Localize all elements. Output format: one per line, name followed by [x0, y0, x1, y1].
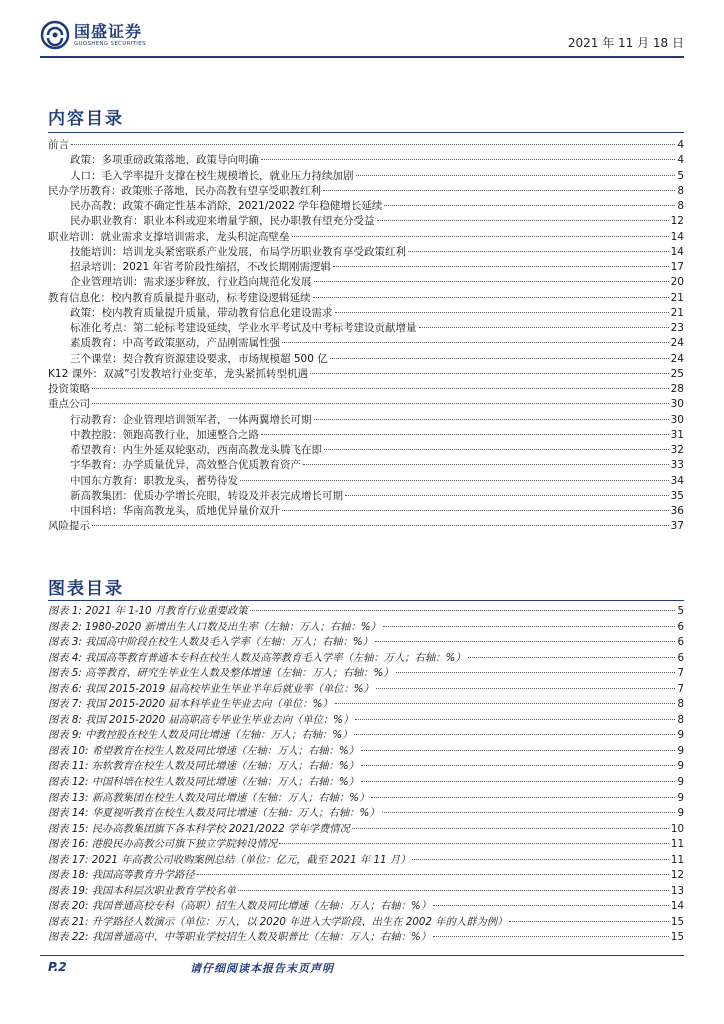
- toc-entry[interactable]: [48, 336, 684, 351]
- toc-leader-dots: [240, 480, 669, 481]
- chart-leader-dots: [383, 626, 676, 627]
- toc-entry-title: 三个课堂：契合教育资源建设要求，市场规模超 500 亿: [70, 352, 328, 365]
- toc-entry-page: 33: [670, 459, 684, 472]
- disclaimer: 请仔细阅读本报告末页声明: [190, 962, 334, 975]
- toc-entry-title: 重点公司: [48, 398, 90, 411]
- toc-entry-page: 36: [670, 505, 684, 517]
- table-of-contents: [48, 138, 684, 535]
- chart-entry-title: 中教控股在校生人数及同比增速（左轴：万人；右轴：%）: [85, 729, 353, 742]
- toc-entry-page: 32: [670, 444, 684, 456]
- toc-entry[interactable]: [48, 352, 684, 367]
- chart-entry-page: 5: [677, 605, 684, 617]
- chart-list-entry[interactable]: [48, 868, 684, 884]
- toc-entry-title: 人口：毛入学率提升支撑在校生规模增长，就业压力持续加剧: [70, 169, 354, 182]
- toc-leader-dots: [92, 525, 669, 526]
- header-divider: [40, 56, 684, 58]
- chart-entry-title: 我国本科层次职业教育学校名单: [91, 884, 236, 897]
- toc-title-divider: [48, 132, 684, 133]
- chart-leader-dots: [238, 890, 669, 891]
- chart-entry-title: 我国普通高校专科（高职）招生人数及同比增速（左轴：万人；右轴：%）: [91, 900, 432, 913]
- chart-entry-page: 9: [677, 776, 684, 789]
- toc-entry-page: 12: [670, 215, 684, 228]
- toc-entry-title: 民办高教：政策不确定性基本消除，2021/2022 学年稳健增长延续: [70, 200, 383, 212]
- chart-entry-title: 港股民办高教公司旗下独立学院转设情况: [91, 838, 278, 851]
- toc-leader-dots: [303, 464, 669, 465]
- toc-entry-page: 35: [670, 489, 684, 502]
- toc-entry-page: 30: [670, 398, 684, 411]
- chart-entry-title: 2021 年 1-10 月教育行业重要政策: [85, 605, 248, 617]
- toc-leader-dots: [282, 342, 669, 343]
- chart-entry-page: 8: [677, 698, 684, 711]
- toc-leader-dots: [310, 373, 669, 374]
- chart-list-entry[interactable]: [48, 713, 684, 729]
- chart-entry-title: 我国 2015-2020 届本科毕业生毕业去向（单位：%）: [85, 698, 333, 711]
- toc-entry-title: 希望教育：内生外延双轮驱动，西南高教龙头腾飞在即: [70, 444, 322, 456]
- toc-entry[interactable]: [48, 367, 684, 382]
- chart-entry-title: 高等教育、研究生毕业生人数及整体增速（左轴：万人；右轴：%）: [85, 667, 394, 680]
- chart-entry-page: 10: [670, 822, 684, 835]
- toc-entry-title: 企业管理培训：需求逐步释放，行业趋向规范化发展: [70, 276, 312, 289]
- chart-leader-dots: [335, 703, 676, 704]
- chart-entry-label: 图表 10:: [48, 744, 89, 757]
- toc-entry-title: 政策：多项重磅政策落地，政策导向明确: [70, 154, 259, 167]
- chart-list-entry[interactable]: [48, 930, 684, 946]
- toc-entry-title: 中国东方教育：职教龙头，蓄势待发: [70, 474, 238, 487]
- chart-list-entry[interactable]: [48, 728, 684, 744]
- toc-entry[interactable]: [48, 214, 684, 229]
- toc-entry-title: 宇华教育：办学质量优异，高效整合优质教育资产: [70, 459, 301, 472]
- chart-entry-page: 9: [677, 729, 684, 742]
- toc-entry-title: 政策：校内教育质量提升质量，带动教育信息化建设需求: [70, 306, 333, 319]
- chart-entry-title: 我国 2015-2019 届高校毕业生毕业半年后就业率（单位：%）: [85, 682, 374, 695]
- toc-entry-title: 民办职业教育：职业本科或迎来增量学额，民办职教有望充分受益: [70, 215, 375, 228]
- chart-entry-page: 12: [670, 869, 684, 882]
- chart-entry-title: 我国高中阶段在校生人数及毛入学率（左轴：万人；右轴：%）: [85, 636, 373, 649]
- toc-leader-dots: [292, 236, 669, 237]
- toc-entry-title: 技能培训：培训龙头紧密联系产业发展，布局学历职业教育享受政策红利: [70, 245, 406, 258]
- chart-leader-dots: [279, 843, 669, 844]
- chart-entry-label: 图表 19:: [48, 884, 89, 897]
- toc-entry[interactable]: [48, 260, 684, 275]
- chart-entry-page: 11: [670, 838, 684, 851]
- toc-entry-title: 行动教育：企业管理培训领军者，一体两翼增长可期: [70, 413, 312, 426]
- toc-leader-dots: [408, 251, 669, 252]
- chart-entry-page: 9: [677, 760, 684, 773]
- toc-entry-page: 37: [670, 520, 684, 533]
- report-date: 2021 年 11 月 18 日: [567, 36, 684, 50]
- chart-list-entry[interactable]: [48, 666, 684, 682]
- toc-leader-dots: [324, 449, 669, 450]
- brand-logo: [40, 20, 146, 50]
- chart-list-entry[interactable]: [48, 775, 684, 791]
- toc-leader-dots: [261, 434, 669, 435]
- chart-entry-title: 新高教集团在校生人数及同比增速（左轴：万人；右轴：%）: [91, 791, 370, 804]
- toc-entry-title: 风险提示: [48, 520, 90, 533]
- toc-entry-title: 招录培训：2021 年省考阶段性缩招，不改长期刚需逻辑: [70, 261, 332, 273]
- chart-entry-page: 6: [677, 636, 684, 649]
- toc-leader-dots: [314, 281, 669, 282]
- toc-entry-page: 17: [670, 261, 684, 273]
- toc-leader-dots: [313, 297, 669, 298]
- chart-list-entry[interactable]: [48, 651, 684, 667]
- toc-entry[interactable]: [48, 153, 684, 168]
- chart-list-entry[interactable]: [48, 899, 684, 915]
- toc-entry[interactable]: [48, 291, 684, 306]
- chart-entry-title: 华夏视听教育在校生人数及同比增速（左轴：万人；右轴：%）: [91, 807, 380, 820]
- toc-entry[interactable]: [48, 169, 684, 184]
- chart-entry-label: 图表 16:: [48, 838, 89, 851]
- chart-entry-page: 14: [670, 900, 684, 913]
- chart-list-entry[interactable]: [48, 697, 684, 713]
- chart-leader-dots: [375, 641, 675, 642]
- chart-list-entry[interactable]: [48, 744, 684, 760]
- chart-list-entry[interactable]: [48, 806, 684, 822]
- toc-entry[interactable]: [48, 382, 684, 397]
- chart-entry-page: 9: [677, 744, 684, 757]
- toc-leader-dots: [282, 510, 669, 511]
- toc-leader-dots: [92, 403, 669, 404]
- chart-list-entry[interactable]: [48, 791, 684, 807]
- chart-entry-label: 图表 20:: [48, 900, 89, 913]
- chart-list-entry[interactable]: [48, 635, 684, 651]
- chart-leader-dots: [371, 797, 675, 798]
- chart-list-title: 图表目录: [48, 579, 124, 599]
- toc-entry[interactable]: [48, 458, 684, 473]
- toc-leader-dots: [71, 144, 675, 145]
- chart-entry-page: 8: [677, 713, 684, 726]
- chart-leader-dots: [355, 719, 675, 720]
- chart-entry-label: 图表 13:: [48, 791, 89, 804]
- toc-leader-dots: [330, 358, 669, 359]
- chart-entry-page: 15: [670, 931, 684, 944]
- chart-entry-label: 图表 17:: [48, 853, 89, 866]
- toc-entry-page: 31: [670, 428, 684, 441]
- logo-name-cn: 国盛证券: [74, 21, 143, 41]
- chart-entry-label: 图表 21:: [48, 915, 89, 928]
- toc-entry-title: 标准化考点：第二轮标考建设延续，学业水平考试及中考标考建设贡献增量: [70, 322, 417, 334]
- toc-entry-title: 素质教育：中高考政策驱动，产品刚需属性强: [70, 337, 280, 350]
- toc-title: 内容目录: [48, 109, 124, 129]
- chart-entry-label: 图表 7:: [48, 698, 82, 711]
- toc-entry-page: 23: [670, 322, 684, 334]
- toc-entry[interactable]: [48, 519, 684, 534]
- toc-entry-page: 8: [677, 200, 684, 212]
- toc-entry-page: 24: [670, 337, 684, 350]
- chart-list-entry[interactable]: [48, 853, 684, 869]
- chart-entry-page: 13: [670, 884, 684, 897]
- chart-entry-title: 1980-2020 新增出生人口数及出生率（左轴：万人；右轴：%）: [85, 620, 381, 633]
- chart-entry-title: 中国科培在校生人数及同比增速（左轴：万人；右轴：%）: [91, 776, 359, 789]
- chart-leader-dots: [433, 936, 669, 937]
- toc-leader-dots: [92, 388, 669, 389]
- toc-entry-title: 新高教集团：优质办学增长亮眼，转设及并表完成增长可期: [70, 489, 343, 502]
- chart-leader-dots: [197, 874, 669, 875]
- chart-leader-dots: [412, 859, 668, 860]
- page-header: [40, 18, 684, 58]
- chart-list-entry[interactable]: [48, 915, 684, 931]
- toc-entry-page: 14: [670, 230, 684, 243]
- toc-entry[interactable]: [48, 504, 684, 519]
- toc-entry[interactable]: [48, 397, 684, 412]
- chart-entry-label: 图表 8:: [48, 713, 82, 726]
- toc-entry[interactable]: [48, 245, 684, 260]
- chart-leader-dots: [361, 765, 675, 766]
- toc-entry[interactable]: [48, 199, 684, 214]
- toc-entry-page: 21: [670, 291, 684, 304]
- chart-entry-title: 民办高教集团旗下各本科学校 2021/2022 学年学费情况: [91, 822, 350, 835]
- chart-entry-page: 6: [677, 620, 684, 633]
- chart-leader-dots: [382, 812, 676, 813]
- chart-list-entry[interactable]: [48, 884, 684, 900]
- chart-leader-dots: [361, 750, 675, 751]
- toc-entry-title: 投资策略: [48, 383, 90, 395]
- chart-entry-page: 9: [677, 791, 684, 804]
- chart-entry-page: 7: [677, 682, 684, 695]
- chart-entry-label: 图表 15:: [48, 822, 89, 835]
- chart-leader-dots: [352, 828, 669, 829]
- toc-leader-dots: [261, 159, 675, 160]
- toc-entry-page: 4: [677, 154, 684, 167]
- chart-leader-dots: [468, 657, 676, 658]
- toc-entry-title: 中国科培：华南高教龙头，质地优异量价双升: [70, 505, 280, 517]
- toc-entry[interactable]: [48, 489, 684, 504]
- page-number: P.2: [48, 960, 67, 974]
- chart-leader-dots: [376, 688, 676, 689]
- chart-list-entry[interactable]: [48, 822, 684, 838]
- toc-entry-page: 4: [677, 139, 684, 151]
- chart-entry-page: 9: [677, 807, 684, 820]
- chart-entry-label: 图表 18:: [48, 869, 89, 882]
- chart-entry-title: 我国高等教育普通本专科在校生人数及高等教育毛入学率（左轴：万人；右轴：%）: [85, 651, 466, 664]
- chart-entry-page: 15: [670, 915, 684, 928]
- toc-entry-title: 前言: [48, 139, 69, 151]
- chart-entry-label: 图表 1:: [48, 605, 82, 617]
- toc-leader-dots: [345, 495, 669, 496]
- chart-leader-dots: [361, 781, 675, 782]
- chart-list-entry[interactable]: [48, 604, 684, 620]
- toc-leader-dots: [419, 327, 669, 328]
- chart-list-entry[interactable]: [48, 759, 684, 775]
- toc-entry-page: 25: [670, 367, 684, 380]
- toc-leader-dots: [356, 175, 676, 176]
- chart-list-entry[interactable]: [48, 837, 684, 853]
- chart-entry-label: 图表 2:: [48, 620, 82, 633]
- chart-entry-page: 6: [677, 651, 684, 664]
- chart-entry-label: 图表 11:: [48, 760, 89, 773]
- toc-entry[interactable]: [48, 138, 684, 153]
- toc-entry-page: 5: [677, 169, 684, 182]
- toc-leader-dots: [384, 205, 675, 206]
- chart-entry-label: 图表 3:: [48, 636, 82, 649]
- chart-entry-title: 我国普通高中、中等职业学校招生人数及职普比（左轴：万人；右轴：%）: [91, 931, 432, 944]
- chart-list: [48, 604, 684, 946]
- logo-name-en: GUOSHENG SECURITIES: [74, 40, 146, 47]
- chart-entry-label: 图表 12:: [48, 776, 89, 789]
- toc-entry-page: 34: [670, 474, 684, 487]
- toc-entry-page: 24: [670, 352, 684, 365]
- chart-leader-dots: [509, 921, 669, 922]
- chart-entry-page: 7: [677, 667, 684, 680]
- logo-icon: [40, 20, 70, 50]
- chart-leader-dots: [433, 905, 669, 906]
- chart-leader-dots: [396, 672, 676, 673]
- toc-entry[interactable]: [48, 413, 684, 428]
- toc-leader-dots: [333, 266, 669, 267]
- toc-entry-title: 职业培训：就业需求支撑培训需求，龙头积淀高壁垒: [48, 230, 290, 243]
- toc-entry[interactable]: [48, 428, 684, 443]
- chart-entry-title: 我国 2015-2020 届高职高专毕业生毕业去向（单位：%）: [85, 713, 354, 726]
- chart-entry-label: 图表 6:: [48, 682, 82, 695]
- toc-entry-title: 教育信息化：校内教育质量提升驱动，标考建设逻辑延续: [48, 291, 311, 304]
- toc-entry[interactable]: [48, 443, 684, 458]
- toc-leader-dots: [323, 190, 675, 191]
- toc-entry-page: 20: [670, 276, 684, 289]
- toc-entry[interactable]: [48, 474, 684, 489]
- toc-entry-page: 14: [670, 245, 684, 258]
- toc-entry-title: 民办学历教育：政策账子落地，民办高教有望享受职教红利: [48, 184, 321, 197]
- chart-entry-label: 图表 9:: [48, 729, 82, 742]
- chart-leader-dots: [354, 734, 675, 735]
- toc-entry-title: 中教控股：领跑高教行业，加速整合之路: [70, 428, 259, 441]
- chart-entry-label: 图表 4:: [48, 651, 82, 664]
- chart-list-entry[interactable]: [48, 620, 684, 636]
- toc-entry[interactable]: [48, 230, 684, 245]
- toc-entry-page: 28: [670, 383, 684, 395]
- toc-entry[interactable]: [48, 275, 684, 290]
- chart-entry-label: 图表 22:: [48, 931, 89, 944]
- toc-leader-dots: [314, 419, 669, 420]
- chart-entry-label: 图表 5:: [48, 667, 82, 680]
- footer-divider: [40, 955, 684, 956]
- toc-leader-dots: [335, 312, 669, 313]
- chart-list-title-divider: [48, 600, 684, 601]
- toc-entry-page: 30: [670, 413, 684, 426]
- toc-entry[interactable]: [48, 306, 684, 321]
- toc-leader-dots: [377, 220, 669, 221]
- toc-entry-title: K12 课外：双减”引发教培行业变革，龙头紧抓转型机遇: [48, 367, 309, 380]
- toc-entry[interactable]: [48, 321, 684, 336]
- chart-entry-title: 希望教育在校生人数及同比增速（左轴：万人；右轴：%）: [91, 744, 359, 757]
- chart-entry-title: 2021 年高教公司收购案例总结（单位：亿元，截至 2021 年 11 月）: [91, 853, 411, 866]
- chart-entry-title: 我国高等教育升学路径: [91, 869, 195, 882]
- toc-entry[interactable]: [48, 184, 684, 199]
- chart-entry-page: 11: [670, 853, 684, 866]
- chart-entry-title: 升学路径人数演示（单位：万人，以 2020 年进入大学阶段、出生在 2002 年的人群为例）: [91, 915, 508, 928]
- chart-list-entry[interactable]: [48, 682, 684, 698]
- chart-entry-title: 东软教育在校生人数及同比增速（左轴：万人；右轴：%）: [91, 760, 359, 773]
- chart-entry-label: 图表 14:: [48, 807, 89, 820]
- chart-leader-dots: [250, 610, 676, 611]
- toc-entry-page: 8: [677, 184, 684, 197]
- toc-entry-page: 21: [670, 306, 684, 319]
